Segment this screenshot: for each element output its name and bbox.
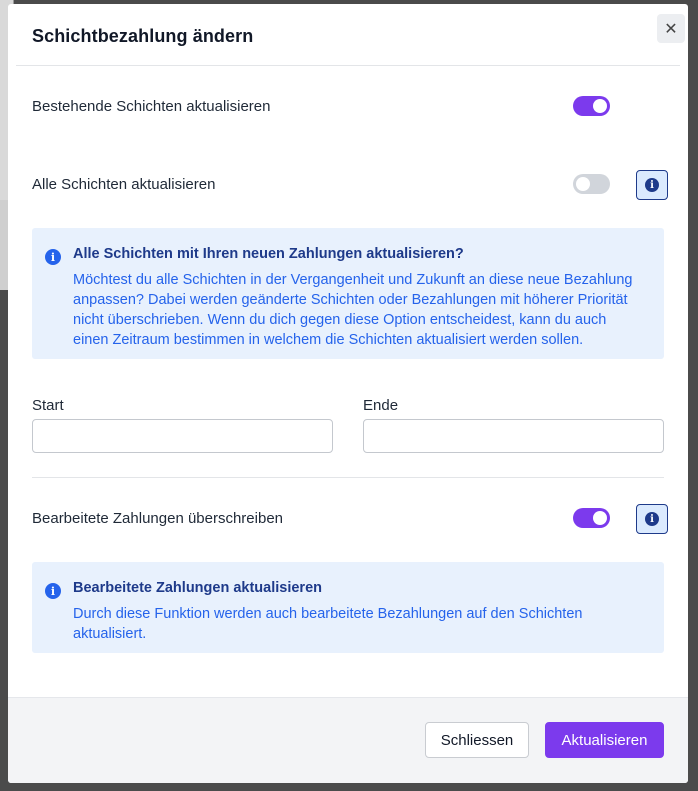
toggle-knob [593,99,607,113]
option-row-update-all [32,168,666,200]
section-divider [32,477,664,478]
modal-footer [8,697,688,783]
alert-body [73,604,653,644]
start-date-input[interactable] [32,419,333,453]
alert-line: nicht überschrieben. Wenn du dich gegen diese Option entscheidest, kann du auch [73,312,607,328]
info-circle-icon: i [45,249,61,265]
alert-title: Alle Schichten mit Ihren neuen Zahlungen aktualisieren? [73,246,464,262]
alert-line: aktualisiert. [73,626,147,642]
alert-line: einen Zeitraum bestimmen in welchem die Schichten aktualisiert werden sollen. [73,332,584,348]
info-circle-icon: i [45,583,61,599]
info-icon: i [645,512,659,526]
start-label: Start [32,397,64,414]
overwrite-edited-label: Bearbeitete Zahlungen überschreiben [32,509,284,527]
alert-body [73,270,653,350]
update-all-info-alert [32,228,664,359]
overwrite-edited-toggle[interactable] [573,508,610,528]
update-existing-label: Bestehende Schichten aktualisieren [32,97,271,115]
alert-line: Durch diese Funktion werden auch bearbeitete Bezahlungen auf den Schichten [73,606,583,622]
alert-title: Bearbeitete Zahlungen aktualisieren [73,580,322,596]
overwrite-info-alert [32,562,664,653]
update-existing-toggle[interactable] [573,96,610,116]
alert-line: anpassen? Dabei werden geänderte Schichten oder Bezahlungen mit höherer Priorität [73,292,628,308]
update-all-toggle[interactable] [573,174,610,194]
alert-line: Möchtest du alle Schichten in der Vergangenheit und Zukunft an diese neue Bezahlung [73,272,633,288]
close-modal-button[interactable]: Schliessen [425,722,529,758]
close-icon: ✕ [664,20,678,38]
option-row-update-existing [32,90,666,122]
update-all-info-button[interactable] [636,170,668,200]
option-row-overwrite-edited [32,502,666,534]
update-button[interactable]: Aktualisieren [545,722,664,758]
modal-header [16,4,680,66]
shift-payment-modal [8,4,688,783]
overwrite-edited-info-button[interactable] [636,504,668,534]
info-icon: i [645,178,659,192]
end-date-input[interactable] [363,419,664,453]
end-label: Ende [363,397,399,414]
toggle-knob [576,177,590,191]
toggle-knob [593,511,607,525]
update-all-label: Alle Schichten aktualisieren [32,175,216,193]
close-button[interactable] [657,14,685,43]
modal-title: Schichtbezahlung ändern [32,26,254,46]
